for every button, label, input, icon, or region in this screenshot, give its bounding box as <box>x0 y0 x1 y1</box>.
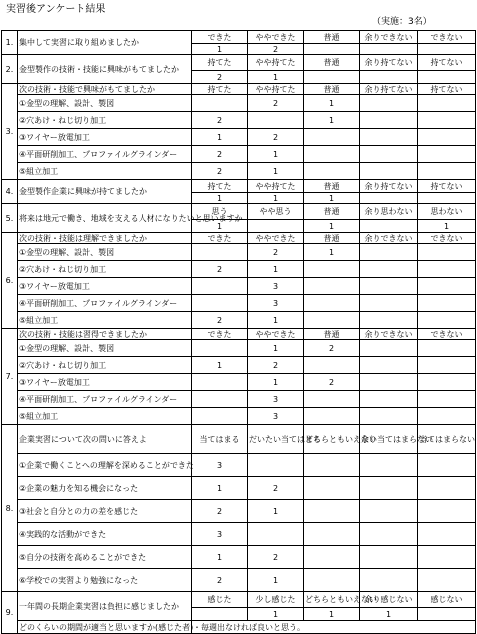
answer-header: 普通 <box>304 233 360 244</box>
answer-count: 1 <box>248 163 304 180</box>
answer-header: 余り持てない <box>360 84 418 95</box>
answer-count <box>418 278 476 295</box>
section-number: 3. <box>2 84 18 180</box>
answer-count: 1 <box>304 220 360 233</box>
item-text: ⑥学校での実習より勉強になった <box>18 569 192 592</box>
answer-count <box>192 278 248 295</box>
list-item-row <box>2 261 476 278</box>
answer-header: 当てはまる <box>192 425 248 454</box>
answer-count <box>360 357 418 374</box>
answer-count <box>304 295 360 312</box>
answer-count: 2 <box>304 340 360 357</box>
question-text: 集中して実習に取り組めましたか <box>18 31 192 55</box>
answer-header: できた <box>192 31 248 44</box>
list-item-row <box>2 408 476 425</box>
question-text: 一年間の長期企業実習は負担に感じましたか <box>18 592 192 621</box>
answer-count <box>248 220 304 233</box>
answer-count <box>304 569 360 592</box>
answer-count <box>418 129 476 146</box>
answer-header: 余り思わない <box>360 204 418 220</box>
item-text: ④実践的な活動ができた <box>18 523 192 546</box>
answer-header: 余り当てはまらない <box>360 425 418 454</box>
answer-header: どちらともいえない <box>304 425 360 454</box>
answer-count <box>360 278 418 295</box>
item-text: ④平面研削加工、プロファイルグラインダー <box>18 391 192 408</box>
answer-count: 1 <box>304 112 360 129</box>
item-text: ②穴あけ・ねじ切り加工 <box>18 357 192 374</box>
answer-count <box>418 193 476 204</box>
answer-header: だいたい当てはまる <box>248 425 304 454</box>
list-title: 次の技術・技能は習得できましたか <box>18 329 192 340</box>
answer-count <box>418 95 476 112</box>
answer-count <box>304 163 360 180</box>
answer-count: 3 <box>248 408 304 425</box>
item-text: ⑤自分の技術を高めることができた <box>18 546 192 569</box>
answer-header: できない <box>418 233 476 244</box>
section-number: 5. <box>2 204 18 233</box>
list-item-row <box>2 523 476 546</box>
answer-header: 普通 <box>304 180 360 193</box>
answer-count <box>304 44 360 55</box>
answer-header: やや持てた <box>248 55 304 71</box>
list-item-row <box>2 163 476 180</box>
answer-count: 1 <box>192 357 248 374</box>
list-item-row <box>2 112 476 129</box>
answer-header: 感じない <box>418 592 476 608</box>
list-item-row <box>2 278 476 295</box>
list-header-row <box>2 84 476 95</box>
item-text: ⑤組立加工 <box>18 408 192 425</box>
item-text: ③ワイヤー放電加工 <box>18 129 192 146</box>
answer-count <box>418 523 476 546</box>
answer-count: 3 <box>192 523 248 546</box>
list-header-row <box>2 329 476 340</box>
answer-header: 余りできない <box>360 31 418 44</box>
answer-count: 2 <box>192 112 248 129</box>
answer-count <box>418 295 476 312</box>
list-item-row <box>2 244 476 261</box>
answer-header: 思う <box>192 204 248 220</box>
answer-count: 2 <box>248 95 304 112</box>
section-number: 6. <box>2 233 18 329</box>
answer-count <box>360 244 418 261</box>
answer-count <box>360 295 418 312</box>
answer-count: 1 <box>304 193 360 204</box>
answer-header: 普通 <box>304 55 360 71</box>
list-title: 次の技術・技能は理解できましたか <box>18 233 192 244</box>
section-number: 7. <box>2 329 18 425</box>
list-item-row <box>2 129 476 146</box>
answer-count: 3 <box>248 278 304 295</box>
answer-count <box>360 71 418 84</box>
answer-count <box>360 129 418 146</box>
answer-count <box>192 295 248 312</box>
answer-count: 1 <box>192 44 248 55</box>
answer-count <box>304 146 360 163</box>
answer-count: 1 <box>248 608 304 621</box>
section-number: 1. <box>2 31 18 55</box>
answer-header: 普通 <box>304 204 360 220</box>
answer-count <box>418 374 476 391</box>
answer-count <box>418 477 476 500</box>
answer-count: 1 <box>192 220 248 233</box>
answer-count: 1 <box>304 244 360 261</box>
answer-header: 感じた <box>192 592 248 608</box>
answer-count <box>304 129 360 146</box>
answer-count: 2 <box>248 44 304 55</box>
item-text: ②穴あけ・ねじ切り加工 <box>18 112 192 129</box>
answer-count: 2 <box>248 477 304 500</box>
answer-header: ややできた <box>248 31 304 44</box>
answer-header: どちらともいえない <box>304 592 360 608</box>
answer-header: 余り持てない <box>360 180 418 193</box>
answer-header: 余りできない <box>360 329 418 340</box>
answer-count <box>418 454 476 477</box>
answer-count <box>360 523 418 546</box>
answer-count: 1 <box>248 312 304 329</box>
question-header-row <box>2 180 476 193</box>
answer-count: 1 <box>192 546 248 569</box>
answer-count <box>248 454 304 477</box>
answer-count: 1 <box>304 608 360 621</box>
item-text: ①金型の理解、設計、製図 <box>18 340 192 357</box>
answer-header: 持てない <box>418 180 476 193</box>
answer-count <box>360 95 418 112</box>
answer-count: 2 <box>192 569 248 592</box>
list-item-row <box>2 500 476 523</box>
answer-header: やや持てた <box>248 84 304 95</box>
answer-header: できた <box>192 329 248 340</box>
answer-count <box>192 95 248 112</box>
answer-count <box>360 546 418 569</box>
answer-count <box>192 374 248 391</box>
answer-count <box>304 408 360 425</box>
answer-count <box>304 312 360 329</box>
answer-count <box>360 500 418 523</box>
answer-count <box>192 244 248 261</box>
answer-count <box>304 546 360 569</box>
answer-header: 持てない <box>418 84 476 95</box>
answer-count <box>304 261 360 278</box>
answer-header: 普通 <box>304 31 360 44</box>
answer-count: 3 <box>248 295 304 312</box>
answer-count: 1 <box>248 146 304 163</box>
list-header-row <box>2 425 476 454</box>
answer-count <box>304 500 360 523</box>
answer-count: 2 <box>248 357 304 374</box>
list-item-row <box>2 312 476 329</box>
item-text: ③ワイヤー放電加工 <box>18 374 192 391</box>
answer-count <box>304 357 360 374</box>
answer-header: 余りできない <box>360 233 418 244</box>
answer-count: 3 <box>248 391 304 408</box>
question-header-row <box>2 31 476 44</box>
answer-count <box>418 112 476 129</box>
answer-count <box>418 44 476 55</box>
item-text: ⑤組立加工 <box>18 312 192 329</box>
survey-table <box>1 30 476 634</box>
answer-count: 1 <box>248 71 304 84</box>
answer-count <box>304 278 360 295</box>
answer-header: できない <box>418 31 476 44</box>
answer-count <box>360 312 418 329</box>
answer-header: 普通 <box>304 84 360 95</box>
answer-header: できた <box>192 233 248 244</box>
answer-count: 2 <box>192 261 248 278</box>
section-number: 2. <box>2 55 18 84</box>
list-item-row <box>2 391 476 408</box>
item-text: ②穴あけ・ねじ切り加工 <box>18 261 192 278</box>
answer-count: 2 <box>248 546 304 569</box>
answer-count <box>360 220 418 233</box>
answer-count: 2 <box>192 312 248 329</box>
list-item-row <box>2 95 476 112</box>
answer-count <box>360 44 418 55</box>
answer-count: 1 <box>248 340 304 357</box>
page-title: 実習後アンケート結果 <box>6 4 106 15</box>
section-number: 9. <box>2 592 18 634</box>
answer-count <box>418 146 476 163</box>
list-item-row <box>2 340 476 357</box>
list-item-row <box>2 295 476 312</box>
answer-header: 持てた <box>192 84 248 95</box>
item-text: ④平面研削加工、プロファイルグラインダー <box>18 295 192 312</box>
note-row <box>2 621 476 634</box>
question-header-row <box>2 55 476 71</box>
list-item-row <box>2 477 476 500</box>
answer-header: 思わない <box>418 204 476 220</box>
answer-count <box>418 244 476 261</box>
answer-count <box>360 146 418 163</box>
question-text: 金型製作企業に興味が持てましたか <box>18 180 192 204</box>
note-value: ・毎週出なければ良いと思う。 <box>192 621 476 634</box>
answer-count <box>360 193 418 204</box>
answer-count <box>248 523 304 546</box>
section-number: 8. <box>2 425 18 592</box>
answer-count <box>192 340 248 357</box>
answer-count <box>192 608 248 621</box>
item-text: ③社会と自分との力の差を感じた <box>18 500 192 523</box>
answer-count <box>418 608 476 621</box>
answer-count <box>418 163 476 180</box>
answer-count <box>418 546 476 569</box>
answer-count <box>304 477 360 500</box>
item-text: ①企業で働くことへの理解を深めることができた <box>18 454 192 477</box>
item-text: ①金型の理解、設計、製図 <box>18 95 192 112</box>
answer-count <box>360 163 418 180</box>
answer-header: 普通 <box>304 329 360 340</box>
answer-header: 持てない <box>418 55 476 71</box>
answer-count <box>304 454 360 477</box>
answer-count <box>360 340 418 357</box>
answer-count: 1 <box>248 500 304 523</box>
answer-count <box>248 112 304 129</box>
answer-count <box>360 112 418 129</box>
answer-count <box>304 523 360 546</box>
list-item-row <box>2 146 476 163</box>
answer-count <box>192 391 248 408</box>
section-number: 4. <box>2 180 18 204</box>
answer-header: 当てはまらない <box>418 425 476 454</box>
question-header-row <box>2 592 476 608</box>
answer-count <box>360 391 418 408</box>
item-text: ①金型の理解、設計、製図 <box>18 244 192 261</box>
answer-header: やや思う <box>248 204 304 220</box>
answer-header: 持てた <box>192 180 248 193</box>
answer-count: 1 <box>304 95 360 112</box>
list-title: 次の技術・技能で興味がもてましたか <box>18 84 192 95</box>
respondent-count: （実施：3名） <box>372 17 432 27</box>
answer-count: 1 <box>360 608 418 621</box>
question-header-row <box>2 204 476 220</box>
answer-count <box>418 500 476 523</box>
answer-count: 3 <box>192 454 248 477</box>
answer-count: 1 <box>248 569 304 592</box>
answer-count: 2 <box>304 374 360 391</box>
answer-count: 1 <box>418 220 476 233</box>
list-item-row <box>2 546 476 569</box>
answer-count <box>360 454 418 477</box>
answer-count: 2 <box>192 163 248 180</box>
question-text: 金型製作の技術・技能に興味がもてましたか <box>18 55 192 84</box>
item-text: ⑤組立加工 <box>18 163 192 180</box>
answer-count <box>418 261 476 278</box>
item-text: ③ワイヤー放電加工 <box>18 278 192 295</box>
answer-count <box>304 71 360 84</box>
answer-count: 1 <box>192 129 248 146</box>
list-item-row <box>2 357 476 374</box>
answer-count <box>360 408 418 425</box>
item-text: ④平面研削加工、プロファイルグラインダー <box>18 146 192 163</box>
answer-header: ややできた <box>248 233 304 244</box>
answer-count: 2 <box>248 129 304 146</box>
item-text: ②企業の魅力を知る機会になった <box>18 477 192 500</box>
answer-count <box>418 569 476 592</box>
answer-count: 1 <box>248 374 304 391</box>
answer-count <box>418 391 476 408</box>
answer-count <box>360 477 418 500</box>
answer-count <box>304 391 360 408</box>
answer-count: 2 <box>192 146 248 163</box>
answer-header: 持てた <box>192 55 248 71</box>
answer-count: 2 <box>192 71 248 84</box>
answer-count <box>360 261 418 278</box>
list-title: 企業実習について次の問いに答えよ <box>18 425 192 454</box>
answer-count <box>360 374 418 391</box>
answer-count: 2 <box>248 244 304 261</box>
answer-count <box>418 312 476 329</box>
answer-header: できない <box>418 329 476 340</box>
answer-count <box>418 357 476 374</box>
note-label: どのくらいの期間が適当と思いますか(感じた者) <box>19 622 194 632</box>
answer-count <box>418 408 476 425</box>
answer-header: 余り持てない <box>360 55 418 71</box>
answer-count <box>192 408 248 425</box>
answer-count: 1 <box>248 193 304 204</box>
list-item-row <box>2 374 476 391</box>
answer-header: ややできた <box>248 329 304 340</box>
answer-count: 1 <box>192 477 248 500</box>
answer-count <box>418 340 476 357</box>
question-text: 将来は地元で働き、地域を支える人材になりたいと思いますか <box>18 204 192 233</box>
answer-header: 少し感じた <box>248 592 304 608</box>
answer-count <box>360 569 418 592</box>
answer-header: 余り感じない <box>360 592 418 608</box>
answer-count: 2 <box>192 500 248 523</box>
answer-count <box>418 71 476 84</box>
list-header-row <box>2 233 476 244</box>
answer-count: 1 <box>248 261 304 278</box>
list-item-row <box>2 569 476 592</box>
answer-header: やや持てた <box>248 180 304 193</box>
list-item-row <box>2 454 476 477</box>
answer-count: 1 <box>192 193 248 204</box>
